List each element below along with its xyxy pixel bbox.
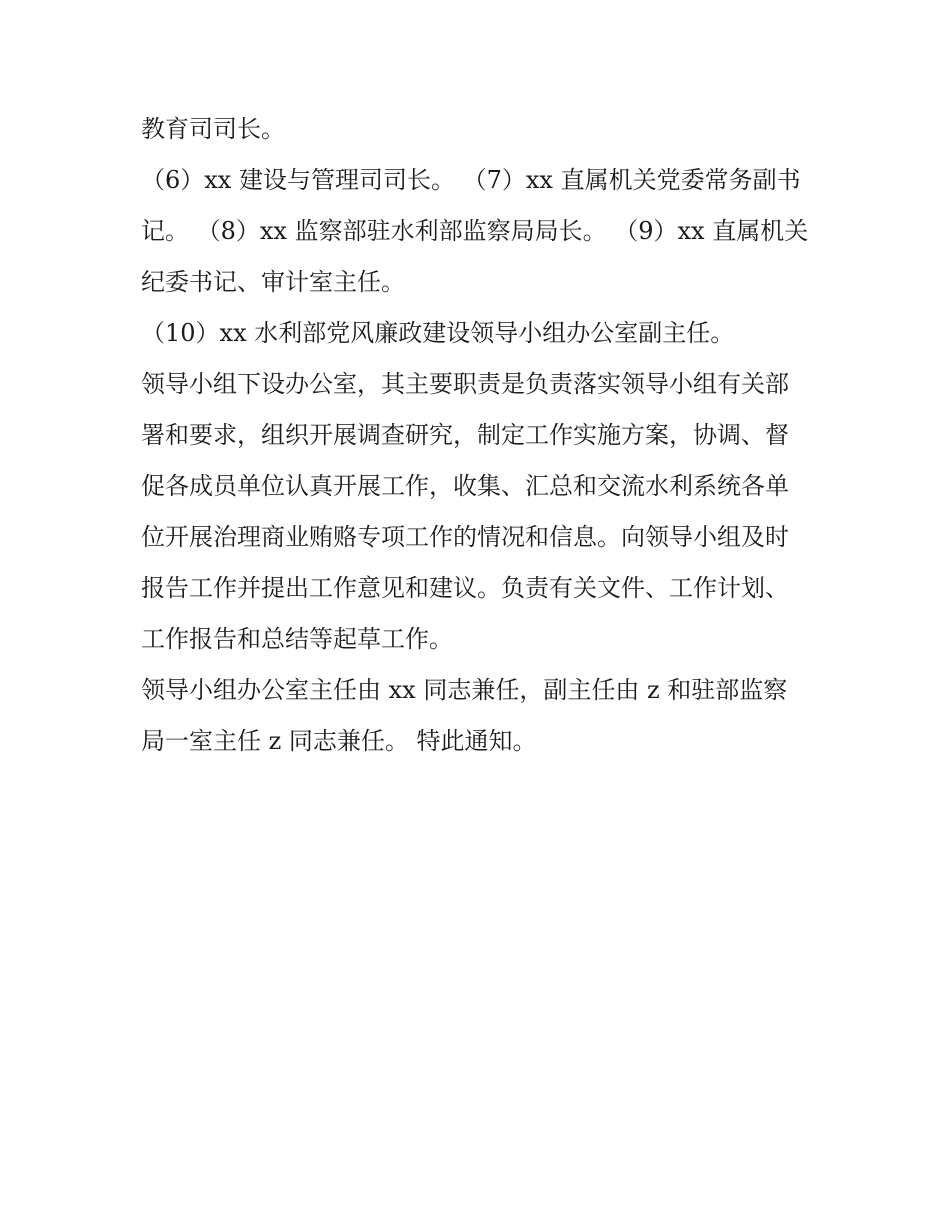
text-line: 署和要求，组织开展调查研究，制定工作实施方案，协调、督 [141,421,789,449]
text-line: 位开展治理商业贿赂专项工作的情况和信息。向领导小组及时 [141,523,789,551]
text-line: 领导小组下设办公室，其主要职责是负责落实领导小组有关部 [141,370,789,398]
text-line: 纪委书记、审计室主任。 [141,268,405,296]
text-line: 促各成员单位认真开展工作，收集、汇总和交流水利系统各单 [141,472,789,500]
document-body [141,110,821,773]
text-line: 领导小组办公室主任由 xx 同志兼任，副主任由 z 和驻部监察 [141,676,788,704]
text-line: 局一室主任 z 同志兼任。 特此通知。 [141,727,537,755]
text-line: （6）xx 建设与管理司司长。 （7）xx 直属机关党委常务副书 [141,166,801,194]
text-line: 报告工作并提出工作意见和建议。负责有关文件、工作计划、 [141,574,789,602]
text-line: （10）xx 水利部党风廉政建设领导小组办公室副主任。 [141,319,735,347]
text-line: 工作报告和总结等起草工作。 [141,625,453,653]
text-line: 记。 （8）xx 监察部驻水利部监察局局长。 （9）xx 直属机关 [141,217,809,245]
text-line: 教育司司长。 [141,115,285,143]
